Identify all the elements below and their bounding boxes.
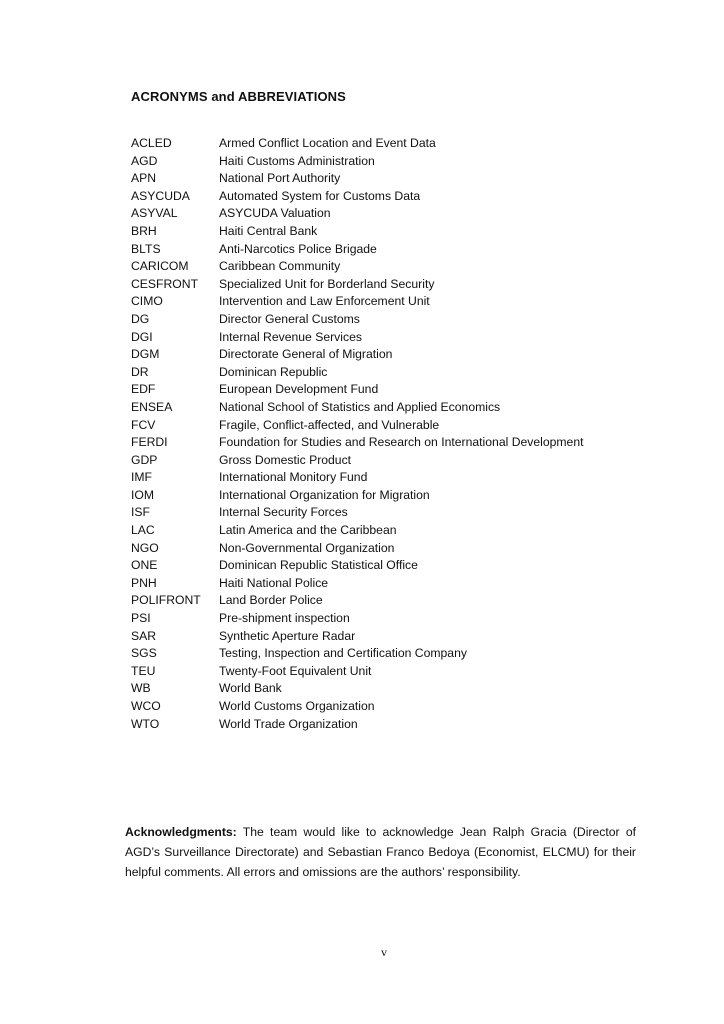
acronym-abbreviation: ASYCUDA (131, 188, 190, 203)
acronym-row (131, 329, 584, 347)
acronym-row (131, 592, 584, 610)
acronym-meaning: Dominican Republic Statistical Office (219, 558, 418, 573)
acronym-abbreviation: LAC (131, 523, 155, 538)
acronym-meaning: World Trade Organization (219, 716, 358, 731)
acronym-abbreviation: IMF (131, 470, 152, 485)
acronym-row (131, 645, 584, 663)
acronym-abbreviation: APN (131, 171, 157, 186)
section-heading: ACRONYMS and ABBREVIATIONS (131, 89, 346, 104)
acronym-row (131, 205, 584, 223)
acronym-abbreviation: BRH (131, 223, 157, 238)
acronym-row (131, 680, 584, 698)
acronym-meaning: Twenty-Foot Equivalent Unit (219, 663, 372, 678)
acronym-abbreviation: BLTS (131, 241, 161, 256)
acronym-meaning: Director General Customs (219, 311, 360, 326)
acronym-abbreviation: DR (131, 364, 149, 379)
acronym-abbreviation: SAR (131, 628, 157, 643)
acronym-row (131, 504, 584, 522)
acronym-abbreviation: ASYVAL (131, 206, 178, 221)
acronym-row (131, 258, 584, 276)
acronym-row (131, 364, 584, 382)
acronym-abbreviation: ENSEA (131, 399, 173, 414)
acronym-meaning: Automated System for Customs Data (219, 188, 421, 203)
acronym-meaning: Caribbean Community (219, 259, 341, 274)
acronym-abbreviation: ISF (131, 505, 150, 520)
acronym-meaning: Intervention and Law Enforcement Unit (219, 294, 430, 309)
acronym-abbreviation: WTO (131, 716, 160, 731)
acronym-abbreviation: FERDI (131, 435, 168, 450)
acronym-meaning: ASYCUDA Valuation (219, 206, 331, 221)
acronym-row (131, 417, 584, 435)
acronym-abbreviation: ONE (131, 558, 158, 573)
acronym-abbreviation: ACLED (131, 136, 172, 150)
acronym-abbreviation: TEU (131, 663, 156, 678)
acronym-meaning: Dominican Republic (219, 364, 328, 379)
acknowledgments-paragraph (125, 822, 636, 882)
acronym-row (131, 434, 584, 452)
acronym-abbreviation: CESFRONT (131, 276, 199, 291)
acronym-row (131, 135, 584, 153)
acronym-row (131, 293, 584, 311)
acronym-meaning: World Customs Organization (219, 699, 375, 713)
acronym-abbreviation: AGD (131, 153, 158, 168)
page-number: v (381, 945, 387, 959)
acronym-meaning: Specialized Unit for Borderland Security (219, 276, 435, 291)
acronym-abbreviation: PSI (131, 611, 151, 626)
acronym-meaning: World Bank (219, 681, 282, 696)
acronym-row (131, 241, 584, 259)
acronym-row (131, 346, 584, 364)
acronym-row (131, 628, 584, 646)
acronym-row (131, 153, 584, 171)
acronym-meaning: Directorate General of Migration (219, 347, 393, 362)
acronym-meaning: International Monitory Fund (219, 470, 368, 485)
acronym-abbreviation: GDP (131, 452, 158, 467)
acronym-meaning: Testing, Inspection and Certification Company (219, 646, 467, 661)
acronym-abbreviation: EDF (131, 382, 156, 397)
acronym-row (131, 223, 584, 241)
acronym-row (131, 557, 584, 575)
acronym-meaning: Haiti Customs Administration (219, 153, 375, 168)
acronym-row (131, 452, 584, 470)
acronym-meaning: Foundation for Studies and Research on International Development (219, 435, 584, 450)
acronym-meaning: Synthetic Aperture Radar (219, 628, 356, 643)
acknowledgments-label: Acknowledgments: (125, 825, 237, 839)
acronym-meaning: European Development Fund (219, 382, 379, 397)
acronym-abbreviation: DGI (131, 329, 153, 344)
acronym-row (131, 188, 584, 206)
acronym-row (131, 487, 584, 505)
acronym-row (131, 663, 584, 681)
acronym-row (131, 381, 584, 399)
acronym-row (131, 170, 584, 188)
acronym-abbreviation: WB (131, 681, 151, 696)
acronym-meaning: Internal Security Forces (219, 505, 348, 520)
acronym-abbreviation: SGS (131, 646, 157, 661)
acronym-row (131, 399, 584, 417)
acronym-row (131, 610, 584, 628)
acronym-meaning: Latin America and the Caribbean (219, 523, 397, 538)
acronym-row (131, 276, 584, 294)
acronym-abbreviation: NGO (131, 540, 159, 555)
acronym-meaning: International Organization for Migration (219, 487, 430, 502)
acronym-abbreviation: POLIFRONT (131, 593, 201, 608)
acronym-meaning: Armed Conflict Location and Event Data (219, 136, 436, 150)
acronym-meaning: National School of Statistics and Applied Economics (219, 399, 501, 414)
acronym-row (131, 540, 584, 558)
acronym-abbreviation: IOM (131, 487, 155, 502)
acronym-meaning: Haiti National Police (219, 575, 329, 590)
acronym-row (131, 311, 584, 329)
acronym-row (131, 469, 584, 487)
acronym-abbreviation: DG (131, 311, 150, 326)
acronym-list (131, 135, 584, 733)
acronym-abbreviation: WCO (131, 699, 161, 713)
acronym-row (131, 716, 584, 734)
acronym-meaning: Gross Domestic Product (219, 452, 352, 467)
acronym-abbreviation: CARICOM (131, 259, 189, 274)
acronym-abbreviation: CIMO (131, 294, 163, 309)
acronym-row (131, 522, 584, 540)
acronym-abbreviation: DGM (131, 347, 160, 362)
acronym-meaning: Anti-Narcotics Police Brigade (219, 241, 377, 256)
acronym-meaning: Internal Revenue Services (219, 329, 362, 344)
acronym-meaning: Non-Governmental Organization (219, 540, 395, 555)
acronym-meaning: Land Border Police (219, 593, 323, 608)
acronym-meaning: Pre-shipment inspection (219, 611, 350, 626)
acronym-abbreviation: FCV (131, 417, 156, 432)
acknowledgments-text: The team would like to acknowledge Jean Ralph Gracia (Director of AGD’s Surveillance Directorate) and Sebastian Franco Bedoya (Economist, ELCMU) for their helpful comments. All errors and omissions are the authors’ responsibility. (125, 825, 636, 879)
acronym-meaning: Haiti Central Bank (219, 223, 318, 238)
acronym-abbreviation: PNH (131, 575, 157, 590)
acronym-row (131, 575, 584, 593)
acronym-meaning: Fragile, Conflict-affected, and Vulnerable (219, 417, 440, 432)
acronym-meaning: National Port Authority (219, 171, 341, 186)
acronym-row (131, 698, 584, 716)
